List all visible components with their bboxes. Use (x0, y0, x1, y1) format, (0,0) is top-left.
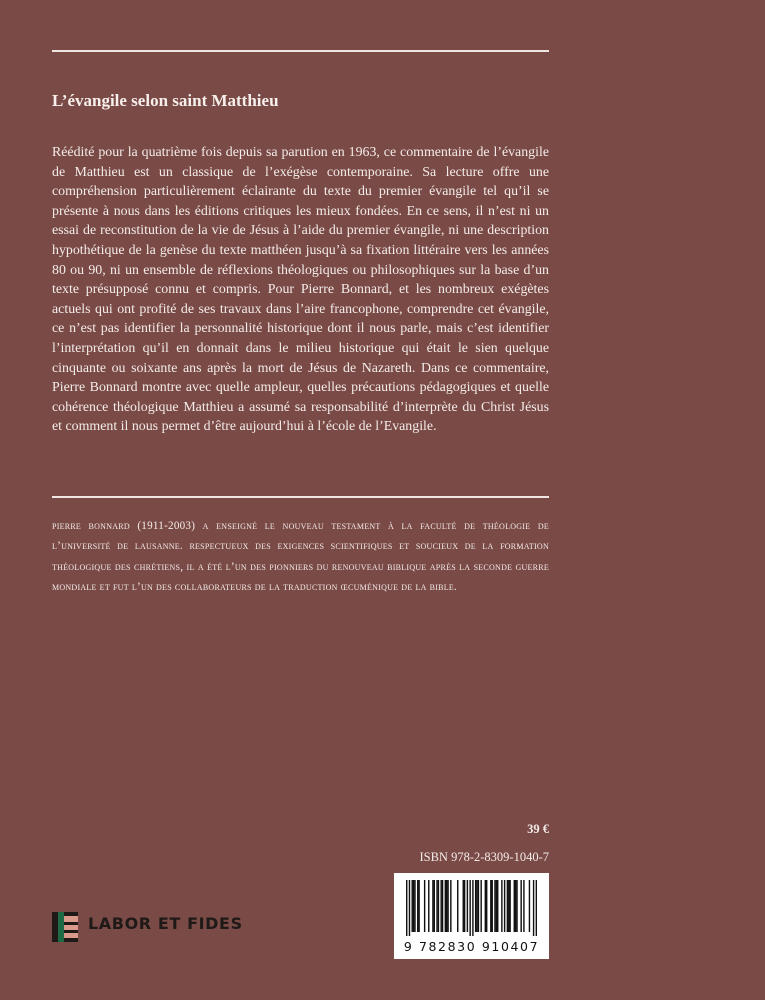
barcode-digits: 9 782830 910407 (403, 939, 540, 954)
isbn-label: ISBN 978-2-8309-1040-7 (419, 850, 549, 864)
barcode-bar (418, 880, 419, 932)
barcode-bar (457, 880, 458, 932)
barcode-bar (440, 880, 441, 932)
barcode-bar (414, 880, 415, 932)
barcode-bar (464, 880, 465, 932)
barcode-bar (424, 880, 425, 932)
barcode-bar (529, 880, 530, 932)
middle-divider (52, 496, 549, 498)
barcode-bar (447, 880, 448, 932)
barcode-bar (536, 880, 537, 936)
barcode-bar (436, 880, 437, 932)
barcode-bar (497, 880, 498, 932)
barcode-bar (486, 880, 487, 932)
barcode-bar (442, 880, 443, 932)
barcode-bar (413, 880, 414, 932)
barcode-bar (412, 880, 413, 932)
barcode-bar (472, 880, 473, 936)
barcode-bar (496, 880, 497, 932)
barcode-bar (507, 880, 508, 932)
barcode-bar (432, 880, 433, 932)
barcode-bar (514, 880, 515, 932)
barcode-bar (463, 880, 464, 932)
barcode-bar (485, 880, 486, 932)
top-divider (52, 50, 549, 52)
author-bio: pierre bonnard (1911-2003) a enseigné le nouveau testament à la faculté de théologie de l’université de lausanne. respectueux des exigences scientifiques et soucieux de la formation théologique des chrétiens, il a été l’un des pionniers du renouveau biblique après la seconde guerre mondiale et fut l’un des collaborateurs de la traduction œcuménique de la bible. (52, 520, 549, 593)
barcode-bar (475, 880, 476, 932)
barcode-bar (438, 880, 439, 932)
barcode-bar (509, 880, 510, 932)
barcode-bar (417, 880, 418, 932)
barcode-bar (501, 880, 502, 932)
barcode-bar (450, 880, 451, 932)
barcode-bar (491, 880, 492, 932)
barcode-bar (469, 880, 470, 936)
barcode-bar (516, 880, 517, 932)
barcode-bar (490, 880, 491, 932)
price-label: 39 € (527, 822, 549, 836)
barcode-bar (504, 880, 505, 932)
barcode-bars (406, 880, 537, 936)
barcode-bar (467, 880, 468, 932)
barcode-bar (428, 880, 429, 932)
barcode-bar (520, 880, 521, 932)
barcode-bar (446, 880, 447, 932)
barcode-bar (445, 880, 446, 932)
publisher-logo-icon (52, 912, 78, 942)
barcode-bar (515, 880, 516, 932)
barcode (394, 873, 549, 959)
barcode-bar (508, 880, 509, 932)
barcode-bar (406, 880, 407, 936)
barcode-bar (434, 880, 435, 932)
barcode-bar (409, 880, 410, 936)
barcode-bar (478, 880, 479, 932)
publisher-name: LABOR ET FIDES (88, 914, 243, 933)
barcode-bar (480, 880, 481, 932)
barcode-bar (523, 880, 524, 932)
barcode-bar (494, 880, 495, 932)
barcode-bar (533, 880, 534, 936)
book-title: L’évangile selon saint Matthieu (52, 91, 279, 110)
book-synopsis: Réédité pour la quatrième fois depuis sa parution en 1963, ce commentaire de l’évangile de Matthieu est un classique de l’exégèse contemporaine. Sa lecture offre une compréhension particulièrement éclairante du texte du premier évangile tel qu’il se présente à nous dans les éditions critiques les mieux fondées. En ce sens, il n’est ni un essai de reconstitution de la vie de Jésus à l’aide du premier évangile, ni une description hypothétique de la genèse du texte matthéen jusqu’à sa fixation littéraire vers les années 80 ou 90, ni un ensemble de réflexions théologiques ou philosophiques sur la base d’un texte présupposé connu et compris. Pour Pierre Bonnard, et les nombreux exégètes actuels qui ont profité de ses travaux dans l’aire francophone, comprendre cet évangile, ce n’est pas identifier la personnalité historique dont il nous parle, mais c’est identifier l’interprétation qu’il en donnait dans le milieu historique qui était le sien quelque cinquante ou soixante ans après la mort de Jésus de Nazareth. Dans ce commentaire, Pierre Bonnard montre avec quelle ampleur, quelles précautions pédagogiques et quelle cohérence théologique Matthieu a assumé sa responsabilité d’interprète du Christ Jésus et comment il nous permet d’être aujourd’hui à l’école de l’Evangile. (52, 145, 549, 435)
barcode-bar (476, 880, 477, 932)
